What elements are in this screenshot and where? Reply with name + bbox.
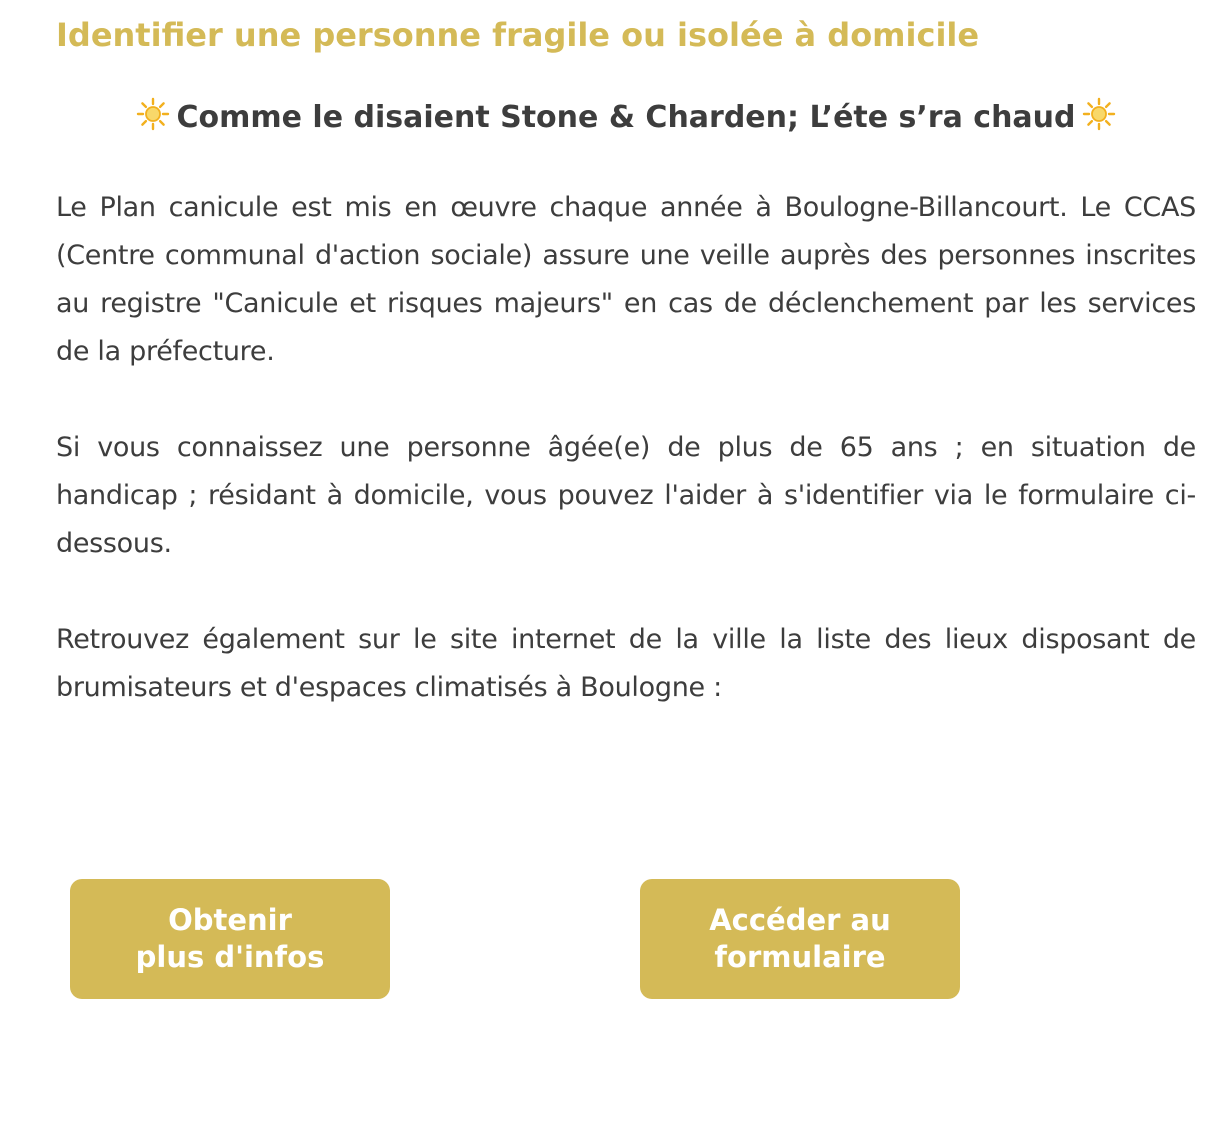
subtitle-text: Comme le disaient Stone & Charden; L’éte s’ra chaud xyxy=(176,100,1076,135)
paragraph-identification: Si vous connaissez une personne âgée(e) de plus de 65 ans ; en situation de handicap ; résidant à domicile, vous pouvez l'aider à s'identifier via le formulaire ci-dessous. xyxy=(56,432,1196,559)
access-form-button-line2: formulaire xyxy=(714,940,886,974)
subtitle xyxy=(56,97,1196,138)
sun-icon xyxy=(1082,97,1116,131)
more-info-button-line1: Obtenir xyxy=(168,903,292,937)
newsletter-content xyxy=(56,0,1196,712)
paragraph-plan-canicule: Le Plan canicule est mis en œuvre chaque année à Boulogne-Billancourt. Le CCAS (Centre communal d'action sociale) assure une veille auprès des personnes inscrites au registre "Canicule et risques majeurs" en cas de déclenchement par les services de la préfecture. xyxy=(56,192,1196,367)
access-form-button[interactable] xyxy=(640,879,960,999)
page-title: Identifier une personne fragile ou isolée à domicile xyxy=(56,16,980,54)
access-form-button-line1: Accéder au xyxy=(709,903,891,937)
paragraph-brumisateurs: Retrouvez également sur le site internet de la ville la liste des lieux disposant de brumisateurs et d'espaces climatisés à Boulogne : xyxy=(56,624,1196,703)
more-info-button-line2: plus d'infos xyxy=(135,940,325,974)
sun-icon xyxy=(136,97,170,131)
more-info-button[interactable] xyxy=(70,879,390,999)
